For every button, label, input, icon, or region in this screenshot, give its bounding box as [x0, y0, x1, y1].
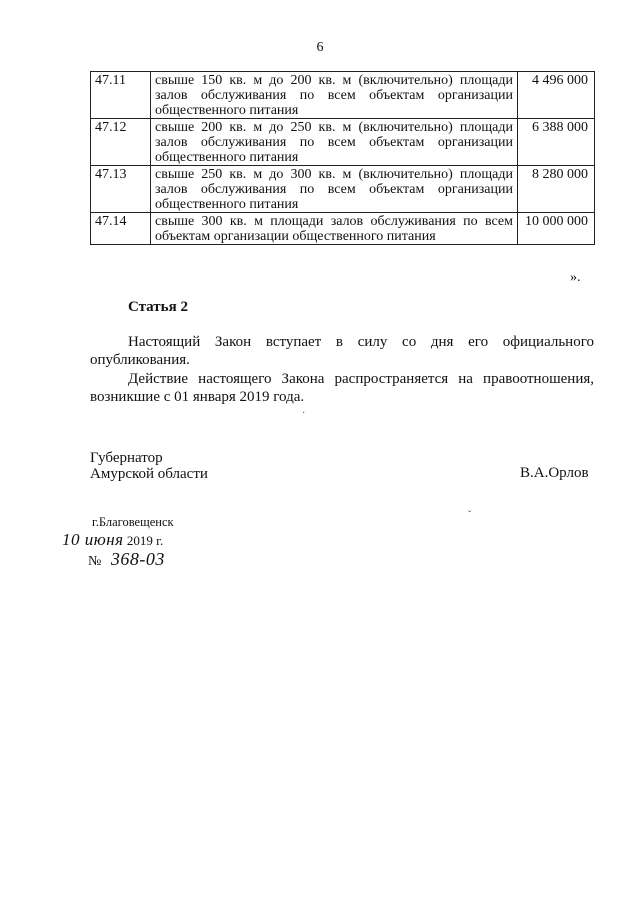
- signatory-position: [90, 450, 208, 482]
- table-row: [91, 166, 595, 213]
- number-prefix: №: [88, 554, 102, 569]
- signing-date: [62, 530, 163, 550]
- row-code: 47.12: [91, 119, 151, 166]
- handwritten-number: 368-03: [110, 549, 165, 569]
- article-paragraph-2: Действие настоящего Закона распространяется на правоотношения, возникшие с 01 января 2019 года.: [90, 371, 594, 405]
- table-row: [91, 213, 595, 245]
- closing-quote: ».: [570, 270, 581, 285]
- row-description: свыше 300 кв. м площади залов обслуживания по всем объектам организации общественного питания: [151, 213, 518, 245]
- row-code: 47.11: [91, 72, 151, 119]
- row-amount: 10 000 000: [518, 213, 595, 245]
- place-of-signing: г.Благовещенск: [92, 515, 174, 529]
- row-description: свыше 250 кв. м до 300 кв. м (включительно) площади залов обслуживания по всем объектам организации общественного питания: [151, 166, 518, 213]
- row-amount: 8 280 000: [518, 166, 595, 213]
- row-code: 47.14: [91, 213, 151, 245]
- scan-speck: ·: [302, 408, 306, 419]
- row-description: свыше 200 кв. м до 250 кв. м (включительно) площади залов обслуживания по всем объектам организации общественного питания: [151, 119, 518, 166]
- table-row: [91, 119, 595, 166]
- scan-speck: ˇ: [468, 510, 472, 521]
- row-description: свыше 150 кв. м до 200 кв. м (включительно) площади залов обслуживания по всем объектам организации общественного питания: [151, 72, 518, 119]
- signatory-name: В.А.Орлов: [520, 465, 589, 481]
- article-paragraph-1: Настоящий Закон вступает в силу со дня его официального опубликования.: [90, 334, 594, 368]
- page-number: 6: [316, 40, 324, 55]
- law-number: [88, 549, 165, 570]
- position-line-2: Амурской области: [90, 466, 208, 482]
- rates-table: [90, 71, 595, 245]
- date-year: 2019 г.: [126, 533, 164, 548]
- table-row: [91, 72, 595, 119]
- row-amount: 4 496 000: [518, 72, 595, 119]
- position-line-1: Губернатор: [90, 450, 163, 466]
- article-title: Статья 2: [128, 299, 188, 315]
- row-code: 47.13: [91, 166, 151, 213]
- row-amount: 6 388 000: [518, 119, 595, 166]
- handwritten-date: 10 июня: [62, 530, 124, 549]
